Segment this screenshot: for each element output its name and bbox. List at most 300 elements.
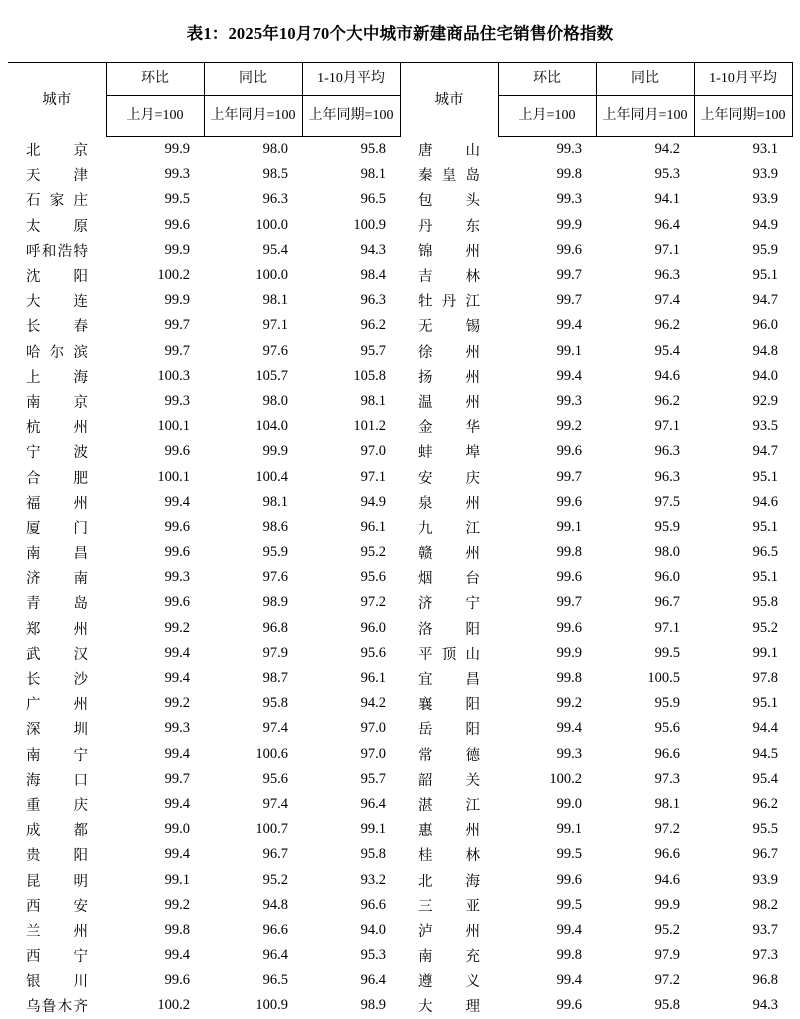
value-avg-left: 98.4 <box>360 267 386 284</box>
value-avg-left: 97.0 <box>360 443 386 460</box>
table-top-rule <box>8 63 792 96</box>
city-name-right: 九江 <box>418 520 480 537</box>
table-row <box>8 817 792 842</box>
value-avg-right: 92.9 <box>752 392 778 409</box>
city-name-right: 金华 <box>418 420 480 437</box>
city-name-right: 锦州 <box>418 243 480 260</box>
city-name-left: 银川 <box>26 974 88 991</box>
city-name-left: 西安 <box>26 898 88 915</box>
city-name-left: 广州 <box>26 697 88 714</box>
city-name-left: 大连 <box>26 294 88 311</box>
value-mom-left: 99.6 <box>164 518 190 535</box>
value-yoy-left: 96.8 <box>262 619 288 636</box>
city-name-right: 秦皇岛 <box>418 168 480 185</box>
city-name-right: 泸州 <box>418 923 480 940</box>
table-row <box>8 842 792 867</box>
city-name-left: 成都 <box>26 823 88 840</box>
value-mom-left: 99.4 <box>164 644 190 661</box>
value-mom-left: 99.2 <box>164 896 190 913</box>
value-avg-left: 99.1 <box>360 821 386 838</box>
value-yoy-right: 96.2 <box>654 317 680 334</box>
value-yoy-left: 100.0 <box>255 216 288 233</box>
value-mom-left: 99.3 <box>164 166 190 183</box>
value-mom-left: 99.0 <box>164 821 190 838</box>
value-avg-right: 95.1 <box>752 569 778 586</box>
value-mom-left: 99.3 <box>164 720 190 737</box>
table-row <box>8 389 792 414</box>
value-avg-right: 93.9 <box>752 191 778 208</box>
page-title: 表1：2025年10月70个大中城市新建商品住宅销售价格指数 <box>186 24 614 43</box>
city-name-left: 乌鲁木齐 <box>26 999 88 1016</box>
value-mom-left: 100.1 <box>157 468 190 485</box>
value-avg-left: 96.4 <box>360 972 386 989</box>
value-mom-right: 99.3 <box>556 745 582 762</box>
value-yoy-left: 99.9 <box>262 443 288 460</box>
value-mom-left: 99.6 <box>164 972 190 989</box>
value-avg-right: 93.9 <box>752 871 778 888</box>
city-name-right: 唐山 <box>418 142 480 159</box>
value-yoy-left: 98.9 <box>262 594 288 611</box>
value-avg-right: 93.7 <box>752 921 778 938</box>
city-name-left: 呼和浩特 <box>26 243 88 260</box>
value-mom-right: 99.0 <box>556 795 582 812</box>
value-mom-right: 99.1 <box>556 518 582 535</box>
value-yoy-right: 97.1 <box>654 418 680 435</box>
value-avg-left: 96.6 <box>360 896 386 913</box>
value-yoy-right: 97.2 <box>654 821 680 838</box>
value-mom-right: 99.6 <box>556 443 582 460</box>
value-avg-right: 94.0 <box>752 367 778 384</box>
city-name-right: 无锡 <box>418 319 480 336</box>
value-mom-left: 99.2 <box>164 695 190 712</box>
value-avg-left: 94.0 <box>360 921 386 938</box>
value-mom-right: 99.6 <box>556 871 582 888</box>
table-row <box>8 993 792 1018</box>
value-avg-right: 94.4 <box>752 720 778 737</box>
value-yoy-right: 97.3 <box>654 770 680 787</box>
value-mom-right: 99.2 <box>556 418 582 435</box>
value-yoy-right: 97.2 <box>654 972 680 989</box>
value-mom-right: 99.8 <box>556 544 582 561</box>
value-yoy-right: 94.1 <box>654 191 680 208</box>
table-row <box>8 716 792 741</box>
value-mom-right: 99.4 <box>556 921 582 938</box>
value-avg-right: 95.2 <box>752 619 778 636</box>
value-yoy-left: 100.6 <box>255 745 288 762</box>
table-row <box>8 968 792 993</box>
value-mom-left: 99.4 <box>164 745 190 762</box>
value-yoy-left: 98.0 <box>262 141 288 158</box>
value-yoy-left: 105.7 <box>255 367 288 384</box>
value-mom-left: 99.1 <box>164 871 190 888</box>
city-name-right: 徐州 <box>418 344 480 361</box>
city-name-left: 贵阳 <box>26 848 88 865</box>
value-avg-left: 95.2 <box>360 544 386 561</box>
value-mom-right: 99.8 <box>556 670 582 687</box>
value-yoy-left: 100.7 <box>255 821 288 838</box>
value-yoy-right: 94.6 <box>654 871 680 888</box>
header-city-right: 城市 <box>400 63 498 137</box>
value-yoy-right: 95.9 <box>654 518 680 535</box>
value-avg-right: 96.8 <box>752 972 778 989</box>
value-mom-left: 100.3 <box>157 367 190 384</box>
value-yoy-right: 97.4 <box>654 292 680 309</box>
value-yoy-left: 96.4 <box>262 947 288 964</box>
city-name-right: 三亚 <box>418 898 480 915</box>
value-mom-right: 99.7 <box>556 594 582 611</box>
city-name-right: 烟台 <box>418 571 480 588</box>
value-avg-right: 95.1 <box>752 468 778 485</box>
value-avg-right: 96.5 <box>752 544 778 561</box>
city-name-right: 蚌埠 <box>418 445 480 462</box>
city-name-right: 湛江 <box>418 797 480 814</box>
value-avg-right: 95.8 <box>752 594 778 611</box>
value-avg-left: 96.5 <box>360 191 386 208</box>
city-name-right: 岳阳 <box>418 722 480 739</box>
value-mom-right: 99.9 <box>556 644 582 661</box>
value-mom-right: 99.4 <box>556 367 582 384</box>
table-row <box>8 540 792 565</box>
value-avg-right: 94.7 <box>752 443 778 460</box>
value-yoy-right: 95.3 <box>654 166 680 183</box>
value-mom-right: 99.1 <box>556 821 582 838</box>
city-name-left: 武汉 <box>26 646 88 663</box>
value-mom-left: 99.8 <box>164 921 190 938</box>
value-mom-right: 99.8 <box>556 947 582 964</box>
value-yoy-left: 95.6 <box>262 770 288 787</box>
value-avg-right: 97.3 <box>752 947 778 964</box>
price-index-table <box>8 62 793 1019</box>
table-row <box>8 414 792 439</box>
value-mom-right: 100.2 <box>549 770 582 787</box>
city-name-right: 安庆 <box>418 470 480 487</box>
value-yoy-right: 97.9 <box>654 947 680 964</box>
city-name-left: 西宁 <box>26 949 88 966</box>
value-avg-left: 95.3 <box>360 947 386 964</box>
value-yoy-right: 97.5 <box>654 493 680 510</box>
value-mom-right: 99.2 <box>556 695 582 712</box>
city-name-right: 济宁 <box>418 596 480 613</box>
value-avg-left: 98.9 <box>360 997 386 1014</box>
header-group-yoy-left: 同比 <box>204 63 302 96</box>
header-group-avg-right: 1-10月平均 <box>694 63 792 96</box>
value-avg-left: 100.9 <box>353 216 386 233</box>
value-mom-right: 99.1 <box>556 342 582 359</box>
header-sub-avg-left: 上年同期=100 <box>302 96 400 137</box>
value-mom-left: 99.7 <box>164 317 190 334</box>
table-row <box>8 238 792 263</box>
city-name-left: 沈阳 <box>26 269 88 286</box>
city-name-left: 南昌 <box>26 546 88 563</box>
city-name-left: 青岛 <box>26 596 88 613</box>
value-avg-left: 94.3 <box>360 241 386 258</box>
value-avg-left: 97.2 <box>360 594 386 611</box>
value-mom-left: 99.9 <box>164 292 190 309</box>
table-row <box>8 490 792 515</box>
city-name-left: 石家庄 <box>26 193 88 210</box>
value-avg-left: 95.8 <box>360 846 386 863</box>
value-avg-right: 96.7 <box>752 846 778 863</box>
value-avg-right: 95.1 <box>752 518 778 535</box>
value-yoy-left: 96.3 <box>262 191 288 208</box>
value-yoy-right: 95.2 <box>654 921 680 938</box>
value-avg-left: 95.8 <box>360 141 386 158</box>
value-yoy-right: 96.7 <box>654 594 680 611</box>
table-row <box>8 187 792 212</box>
table-row <box>8 943 792 968</box>
city-name-right: 洛阳 <box>418 621 480 638</box>
city-name-left: 上海 <box>26 369 88 386</box>
value-yoy-right: 98.1 <box>654 795 680 812</box>
value-avg-right: 95.5 <box>752 821 778 838</box>
value-yoy-left: 98.7 <box>262 670 288 687</box>
value-avg-left: 98.1 <box>360 166 386 183</box>
value-yoy-left: 98.1 <box>262 292 288 309</box>
value-avg-left: 96.0 <box>360 619 386 636</box>
table-row <box>8 616 792 641</box>
table-row <box>8 364 792 389</box>
city-name-right: 牡丹江 <box>418 294 480 311</box>
value-mom-left: 99.9 <box>164 241 190 258</box>
city-name-left: 杭州 <box>26 420 88 437</box>
value-mom-right: 99.5 <box>556 896 582 913</box>
value-yoy-left: 97.6 <box>262 342 288 359</box>
table-row <box>8 918 792 943</box>
value-avg-right: 93.5 <box>752 418 778 435</box>
value-mom-right: 99.8 <box>556 166 582 183</box>
value-avg-left: 105.8 <box>353 367 386 384</box>
value-mom-left: 99.6 <box>164 216 190 233</box>
value-mom-right: 99.6 <box>556 619 582 636</box>
header-group-mom-left: 环比 <box>106 63 204 96</box>
value-avg-right: 94.9 <box>752 216 778 233</box>
value-mom-right: 99.7 <box>556 292 582 309</box>
city-name-right: 吉林 <box>418 269 480 286</box>
value-mom-right: 99.3 <box>556 141 582 158</box>
table-row <box>8 263 792 288</box>
value-mom-left: 99.7 <box>164 770 190 787</box>
city-name-right: 常德 <box>418 747 480 764</box>
value-yoy-right: 94.2 <box>654 141 680 158</box>
value-mom-left: 100.2 <box>157 267 190 284</box>
value-yoy-left: 100.0 <box>255 267 288 284</box>
table-row <box>8 464 792 489</box>
value-avg-right: 95.4 <box>752 770 778 787</box>
table-row <box>8 767 792 792</box>
value-yoy-left: 95.8 <box>262 695 288 712</box>
value-avg-left: 95.7 <box>360 770 386 787</box>
value-yoy-left: 97.4 <box>262 720 288 737</box>
header-sub-yoy-left: 上年同月=100 <box>204 96 302 137</box>
value-yoy-left: 97.1 <box>262 317 288 334</box>
city-name-left: 太原 <box>26 218 88 235</box>
value-yoy-left: 96.5 <box>262 972 288 989</box>
city-name-right: 惠州 <box>418 823 480 840</box>
city-name-left: 重庆 <box>26 797 88 814</box>
value-avg-right: 97.8 <box>752 670 778 687</box>
table-row <box>8 439 792 464</box>
table-row <box>8 515 792 540</box>
city-name-left: 合肥 <box>26 470 88 487</box>
value-yoy-right: 96.2 <box>654 392 680 409</box>
value-mom-right: 99.4 <box>556 317 582 334</box>
value-mom-left: 100.1 <box>157 418 190 435</box>
city-name-right: 温州 <box>418 394 480 411</box>
value-mom-right: 99.6 <box>556 997 582 1014</box>
value-yoy-right: 96.4 <box>654 216 680 233</box>
table-row <box>8 565 792 590</box>
city-name-right: 遵义 <box>418 974 480 991</box>
value-avg-left: 96.2 <box>360 317 386 334</box>
city-name-left: 长春 <box>26 319 88 336</box>
value-avg-left: 96.1 <box>360 518 386 535</box>
value-avg-right: 95.9 <box>752 241 778 258</box>
value-avg-left: 95.7 <box>360 342 386 359</box>
city-name-left: 厦门 <box>26 520 88 537</box>
value-yoy-left: 94.8 <box>262 896 288 913</box>
city-name-left: 福州 <box>26 495 88 512</box>
value-mom-left: 100.2 <box>157 997 190 1014</box>
header-group-avg-left: 1-10月平均 <box>302 63 400 96</box>
value-avg-left: 95.6 <box>360 569 386 586</box>
value-avg-left: 95.6 <box>360 644 386 661</box>
value-yoy-right: 100.5 <box>647 670 680 687</box>
value-yoy-left: 98.6 <box>262 518 288 535</box>
city-name-left: 兰州 <box>26 923 88 940</box>
value-mom-left: 99.5 <box>164 191 190 208</box>
value-mom-left: 99.4 <box>164 795 190 812</box>
value-yoy-left: 95.2 <box>262 871 288 888</box>
value-yoy-right: 95.8 <box>654 997 680 1014</box>
city-name-left: 南京 <box>26 394 88 411</box>
city-name-left: 深圳 <box>26 722 88 739</box>
value-yoy-left: 97.4 <box>262 795 288 812</box>
value-avg-right: 99.1 <box>752 644 778 661</box>
value-mom-left: 99.4 <box>164 846 190 863</box>
table-row <box>8 792 792 817</box>
value-avg-left: 94.2 <box>360 695 386 712</box>
header-group-mom-right: 环比 <box>498 63 596 96</box>
city-name-right: 北海 <box>418 873 480 890</box>
city-name-right: 大理 <box>418 999 480 1016</box>
table-body <box>8 137 792 1019</box>
table-row <box>8 742 792 767</box>
table-row <box>8 666 792 691</box>
value-avg-right: 98.2 <box>752 896 778 913</box>
table-row <box>8 137 792 163</box>
value-avg-left: 96.1 <box>360 670 386 687</box>
city-name-left: 长沙 <box>26 672 88 689</box>
city-name-right: 包头 <box>418 193 480 210</box>
table-row <box>8 641 792 666</box>
value-yoy-right: 96.6 <box>654 745 680 762</box>
value-yoy-left: 100.9 <box>255 997 288 1014</box>
header-sub-yoy-right: 上年同月=100 <box>596 96 694 137</box>
value-mom-right: 99.4 <box>556 972 582 989</box>
city-name-left: 郑州 <box>26 621 88 638</box>
city-name-right: 平顶山 <box>418 646 480 663</box>
value-avg-right: 94.7 <box>752 292 778 309</box>
value-yoy-right: 95.9 <box>654 695 680 712</box>
value-yoy-right: 96.3 <box>654 468 680 485</box>
city-name-left: 昆明 <box>26 873 88 890</box>
value-mom-left: 99.4 <box>164 670 190 687</box>
table-row <box>8 893 792 918</box>
table-header <box>8 63 792 137</box>
value-avg-right: 93.1 <box>752 141 778 158</box>
value-mom-left: 99.3 <box>164 569 190 586</box>
value-mom-left: 99.6 <box>164 443 190 460</box>
value-avg-right: 94.6 <box>752 493 778 510</box>
city-name-right: 桂林 <box>418 848 480 865</box>
city-name-right: 扬州 <box>418 369 480 386</box>
value-avg-right: 95.1 <box>752 695 778 712</box>
value-mom-right: 99.3 <box>556 392 582 409</box>
value-mom-left: 99.7 <box>164 342 190 359</box>
city-name-left: 北京 <box>26 142 88 159</box>
city-name-right: 泉州 <box>418 495 480 512</box>
value-mom-left: 99.4 <box>164 493 190 510</box>
value-yoy-right: 97.1 <box>654 619 680 636</box>
value-yoy-right: 96.3 <box>654 267 680 284</box>
city-name-right: 赣州 <box>418 546 480 563</box>
value-yoy-left: 97.9 <box>262 644 288 661</box>
value-mom-right: 99.7 <box>556 468 582 485</box>
table-row <box>8 288 792 313</box>
value-mom-right: 99.6 <box>556 493 582 510</box>
table-row <box>8 313 792 338</box>
value-avg-left: 97.0 <box>360 745 386 762</box>
city-name-left: 宁波 <box>26 445 88 462</box>
value-avg-left: 96.4 <box>360 795 386 812</box>
value-mom-right: 99.6 <box>556 569 582 586</box>
value-yoy-left: 104.0 <box>255 418 288 435</box>
value-mom-left: 99.6 <box>164 544 190 561</box>
value-yoy-right: 98.0 <box>654 544 680 561</box>
value-yoy-right: 96.0 <box>654 569 680 586</box>
value-mom-right: 99.4 <box>556 720 582 737</box>
value-avg-right: 94.8 <box>752 342 778 359</box>
value-mom-right: 99.9 <box>556 216 582 233</box>
value-mom-left: 99.2 <box>164 619 190 636</box>
value-mom-left: 99.4 <box>164 947 190 964</box>
value-avg-left: 97.1 <box>360 468 386 485</box>
table-row <box>8 590 792 615</box>
table-row <box>8 162 792 187</box>
value-avg-right: 94.5 <box>752 745 778 762</box>
value-yoy-left: 97.6 <box>262 569 288 586</box>
value-avg-left: 97.0 <box>360 720 386 737</box>
value-yoy-right: 96.3 <box>654 443 680 460</box>
value-yoy-right: 94.6 <box>654 367 680 384</box>
value-avg-left: 98.1 <box>360 392 386 409</box>
value-yoy-right: 99.5 <box>654 644 680 661</box>
value-avg-right: 95.1 <box>752 267 778 284</box>
value-avg-right: 96.0 <box>752 317 778 334</box>
header-city-left: 城市 <box>8 63 106 137</box>
value-avg-left: 96.3 <box>360 292 386 309</box>
value-yoy-right: 95.6 <box>654 720 680 737</box>
city-name-right: 宜昌 <box>418 672 480 689</box>
city-name-left: 天津 <box>26 168 88 185</box>
value-yoy-left: 95.9 <box>262 544 288 561</box>
value-yoy-left: 98.0 <box>262 392 288 409</box>
city-name-right: 韶关 <box>418 772 480 789</box>
header-sub-avg-right: 上年同期=100 <box>694 96 792 137</box>
value-yoy-left: 100.4 <box>255 468 288 485</box>
value-mom-right: 99.7 <box>556 267 582 284</box>
value-yoy-left: 95.4 <box>262 241 288 258</box>
